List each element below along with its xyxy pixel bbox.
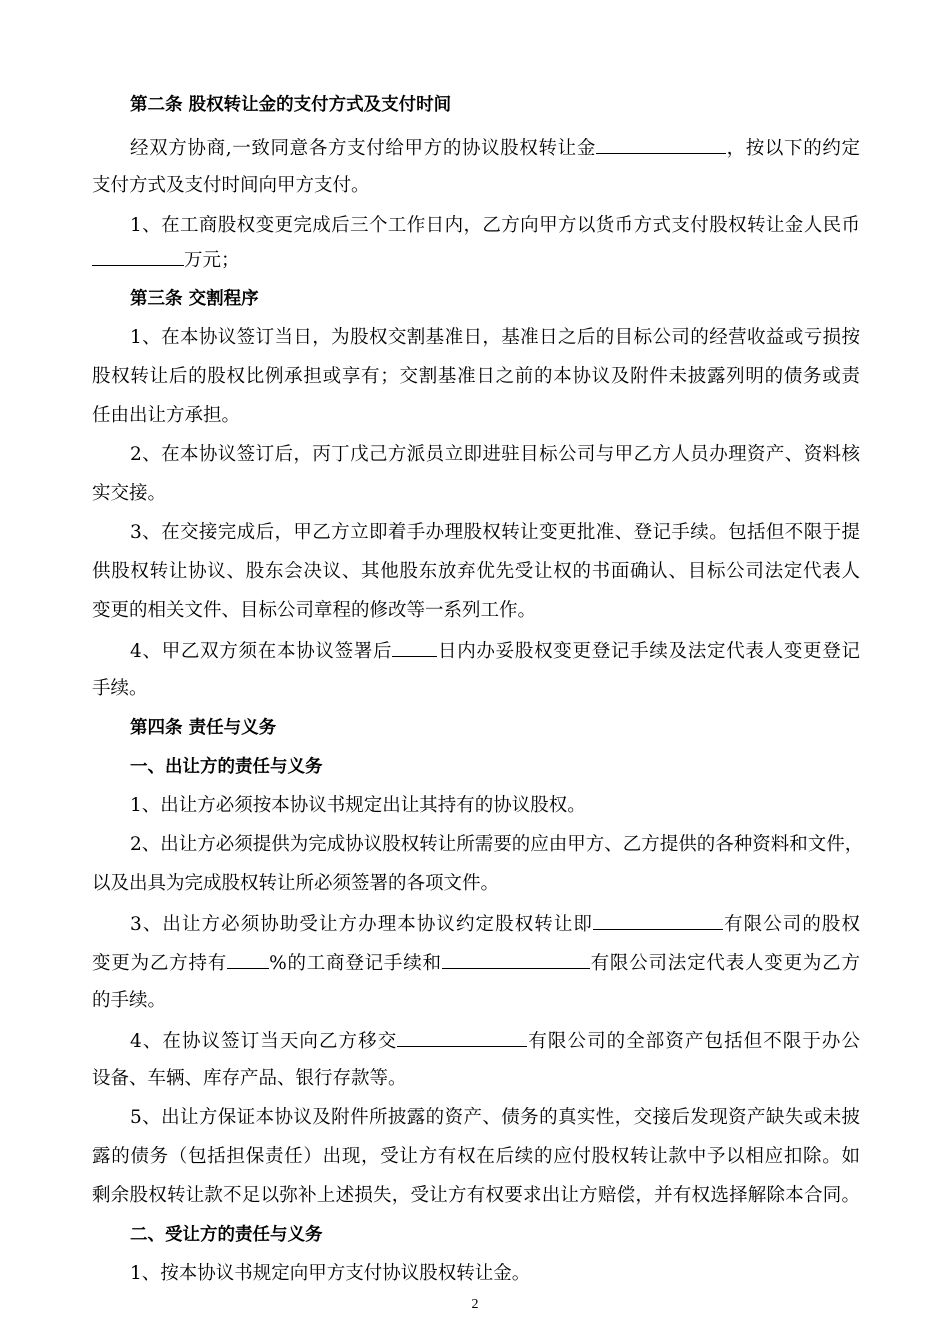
article-2-para-2-line-1: 1、在工商股权变更完成后三个工作日内，乙方向甲方以货币方式支付股权转让金人民币 <box>130 215 860 236</box>
company-name-blank-1[interactable] <box>593 910 723 930</box>
article-3-item-4-line-1: 4、甲乙双方须在本协议签署后 日内办妥股权变更登记手续及法定代表人变更登记 <box>92 637 860 663</box>
transferor-duty-4-line-1: 4、在协议签订当天向乙方移交 有限公司的全部资产包括但不限于办公 <box>92 1027 860 1053</box>
article-3-item-2-line-1: 2、在本协议签订后，丙丁戊己方派员立即进驻目标公司与甲乙方人员办理资产、资料核 <box>130 444 860 465</box>
company-name-blank-2[interactable] <box>442 949 590 969</box>
article-3-item-3-line-1: 3、在交接完成后，甲乙方立即着手办理股权转让变更批准、登记手续。包括但不限于提 <box>130 522 860 543</box>
page-number: 2 <box>471 1297 479 1312</box>
transferor-duty-5-line-2: 露的债务（包括担保责任）出现，受让方有权在后续的应付股权转让款中予以相应扣除。如 <box>92 1146 860 1167</box>
article-3-item-2-line-2: 实交接。 <box>92 483 167 504</box>
article-3-item-1-line-2: 股权转让后的股权比例承担或享有；交割基准日之前的本协议及附件未披露列明的债务或责 <box>92 366 860 387</box>
rmb-amount-blank[interactable] <box>92 246 184 266</box>
company-name-blank-3[interactable] <box>397 1027 527 1047</box>
article-3-item-1-line-1: 1、在本协议签订当日，为股权交割基准日，基准日之后的目标公司的经营收益或亏损按 <box>130 327 860 348</box>
transferor-duty-2-line-2: 以及出具为完成股权转让所必须签署的各项文件。 <box>92 873 500 894</box>
article-3-heading: 第三条 交割程序 <box>130 289 259 309</box>
transferor-duty-3-line-1: 3、出让方必须协助受让方办理本协议约定股权转让即 有限公司的股权 <box>92 910 860 936</box>
transferee-duties-heading: 二、受让方的责任与义务 <box>130 1225 323 1245</box>
transferor-duty-4-line-2: 设备、车辆、库存产品、银行存款等。 <box>92 1068 407 1089</box>
article-4-heading: 第四条 责任与义务 <box>130 718 277 738</box>
transferee-duty-1: 1、按本协议书规定向甲方支付协议股权转让金。 <box>130 1263 531 1284</box>
article-2-heading: 第二条 股权转让金的支付方式及支付时间 <box>130 95 452 115</box>
percentage-blank[interactable] <box>227 949 269 969</box>
amount-blank[interactable] <box>596 134 726 154</box>
transferor-duty-2-line-1: 2、出让方必须提供为完成协议股权转让所需要的应由甲方、乙方提供的各种资料和文件， <box>130 834 864 855</box>
article-2-para-1-line-2: 支付方式及支付时间向甲方支付。 <box>92 175 370 196</box>
transferor-duty-3-line-3: 的手续。 <box>92 990 167 1011</box>
transferor-duty-5-line-1: 5、出让方保证本协议及附件所披露的资产、债务的真实性，交接后发现资产缺失或未披 <box>130 1107 860 1128</box>
transferor-duty-1: 1、出让方必须按本协议书规定出让其持有的协议股权。 <box>130 795 586 816</box>
article-3-item-3-line-2: 供股权转让协议、股东会决议、其他股东放弃优先受让权的书面确认、目标公司法定代表人 <box>92 561 860 582</box>
article-3-item-3-line-3: 变更的相关文件、目标公司章程的修改等一系列工作。 <box>92 600 537 621</box>
article-2-para-2-line-2: 万元； <box>92 246 240 272</box>
days-blank[interactable] <box>392 637 437 657</box>
article-3-item-1-line-3: 任由出让方承担。 <box>92 405 241 426</box>
transferor-duties-heading: 一、出让方的责任与义务 <box>130 757 323 777</box>
transferor-duty-5-line-3: 剩余股权转让款不足以弥补上述损失，受让方有权要求出让方赔偿，并有权选择解除本合同。 <box>92 1185 860 1206</box>
transferor-duty-3-line-2: 变更为乙方持有 %的工商登记手续和 有限公司法定代表人变更为乙方 <box>92 949 860 975</box>
article-2-para-1-line-1: 经双方协商,一致同意各方支付给甲方的协议股权转让金 ，按以下的约定 <box>92 134 860 160</box>
article-3-item-4-line-2: 手续。 <box>92 678 148 699</box>
